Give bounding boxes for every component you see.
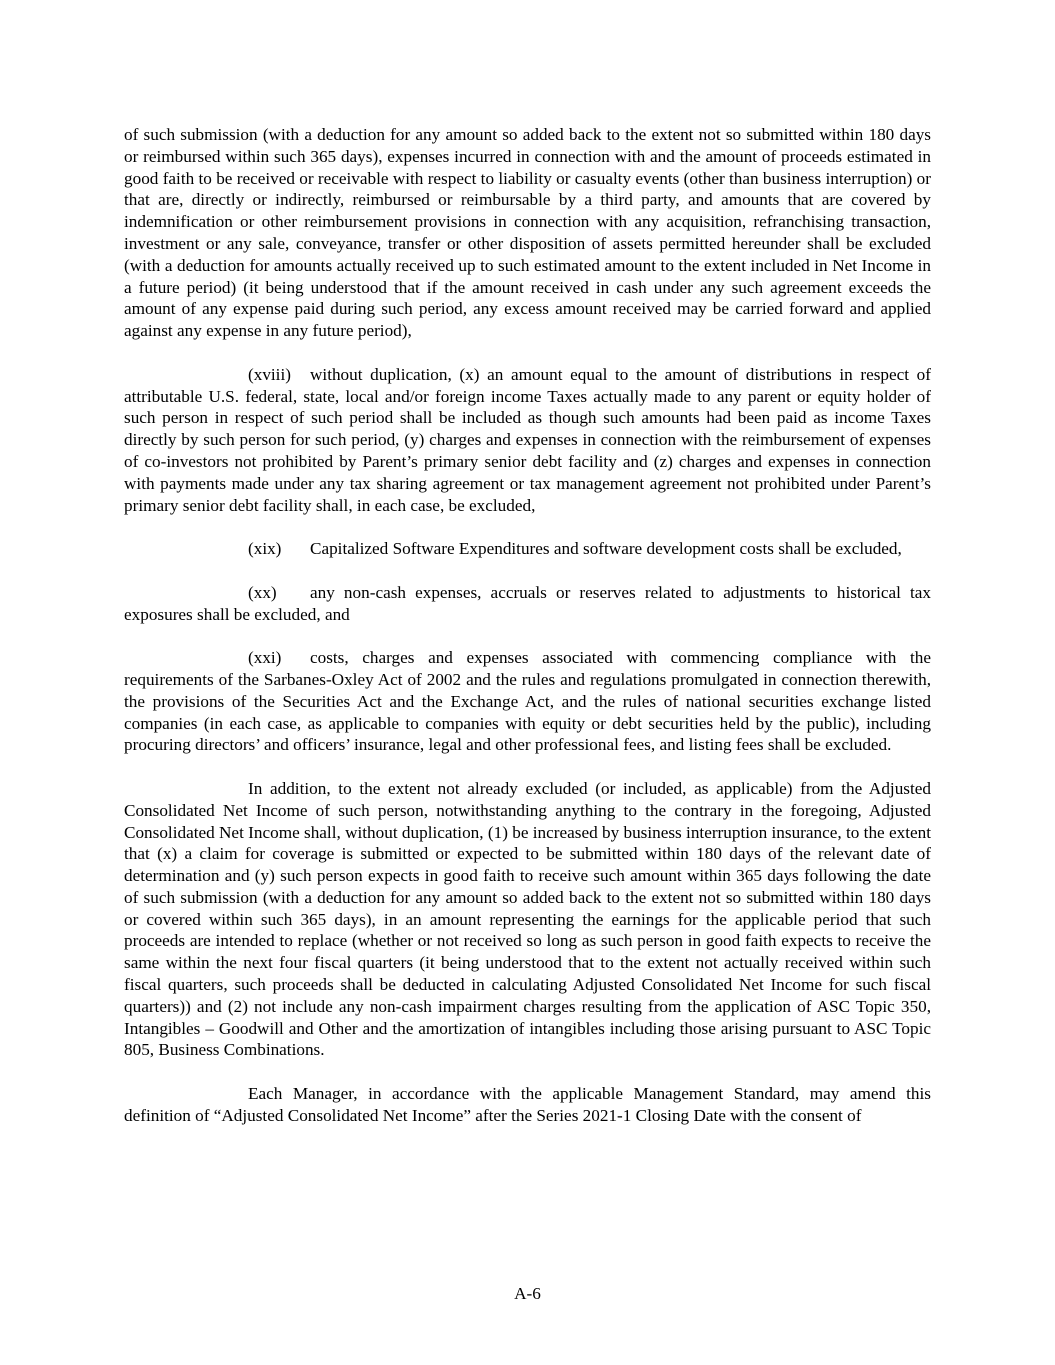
clause-text: without duplication, (x) an amount equal to the amount of distributions in respect of attributable U.S. federal, state, local and/or foreign income Taxes actually made to any parent or equity holder of such person in respect of such period shall be included as though such amounts had been paid as income Taxes directly by such person for such period, (y) charges and expenses in connection with the reimbursement of expenses of co-investors not prohibited by Parent’s primary senior debt facility and (z) charges and expenses in connection with payments made under any tax sharing agreement or tax management agreement not prohibited under Parent’s primary senior debt facility shall, in each case, be excluded, <box>124 364 931 515</box>
document-body <box>124 124 931 1148</box>
clause-xix <box>124 538 931 560</box>
clause-label: (xxi) <box>248 648 282 668</box>
clause-text: any non-cash expenses, accruals or reserves related to adjustments to historical tax exposures shall be excluded, and <box>124 582 931 624</box>
clause-label: (xix) <box>248 539 282 559</box>
paragraph-in-addition: In addition, to the extent not already excluded (or included, as applicable) from the Adjusted Consolidated Net Income of such person, notwithstanding anything to the contrary in the foregoing, Adjusted Consolidated Net Income shall, without duplication, (1) be increased by business interruption insurance, to the extent that (x) a claim for coverage is submitted or expected to be submitted within 180 days of the relevant date of determination and (y) such person expects in good faith to receive such amount within 365 days following the date of such submission (with a deduction for any amount so added back to the extent not so submitted within 180 days or covered within such 365 days), in an amount representing the earnings for the applicable period that such proceeds are intended to replace (whether or not received so long as such person in good faith expects to receive the same within the next four fiscal quarters (it being understood that to the extent not actually received within such fiscal quarters, such proceeds shall be deducted in calculating Adjusted Consolidated Net Income for such fiscal quarters)) and (2) not include any non-cash impairment charges resulting from the application of ASC Topic 350, Intangibles – Goodwill and Other and the amortization of intangibles including those arising pursuant to ASC Topic 805, Business Combinations. <box>124 778 931 1060</box>
paragraph-each-manager: Each Manager, in accordance with the applicable Management Standard, may amend this definition of “Adjusted Consolidated Net Income” after the Series 2021-1 Closing Date with the consent of <box>124 1084 931 1125</box>
clause-label: (xx) <box>248 582 277 602</box>
clause-text: costs, charges and expenses associated with commencing compliance with the requirements of the Sarbanes-Oxley Act of 2002 and the rules and regulations promulgated in connection therewith, the provisions of the Securities Act and the Exchange Act, and the rules of national securities exchange listed companies (in each case, as applicable to companies with equity or debt securities held by the public), including procuring directors’ and officers’ insurance, legal and other professional fees, and listing fees shall be excluded. <box>124 648 931 755</box>
page-number: A-6 <box>514 1284 541 1303</box>
clause-label: (xviii) <box>248 364 291 384</box>
clause-xviii <box>124 364 931 517</box>
clause-xx <box>124 582 931 626</box>
clause-text: Capitalized Software Expenditures and software development costs shall be excluded, <box>310 539 902 559</box>
clause-xxi <box>124 647 931 756</box>
paragraph-continuation: of such submission (with a deduction for any amount so added back to the extent not so submitted within 180 days or reimbursed within such 365 days), expenses incurred in connection with and the amount of proceeds estimated in good faith to be received or receivable with respect to liability or casualty events (other than business interruption) or that are, directly or indirectly, reimbursed or reimbursable by a third party, and amounts that are covered by indemnification or other reimbursement provisions in connection with any acquisition, refranchising transaction, investment or any sale, conveyance, transfer or other disposition of assets permitted hereunder shall be excluded (with a deduction for amounts actually received up to such estimated amount to the extent included in Net Income in a future period) (it being understood that if the amount received in cash under any such agreement exceeds the amount of any expense paid during such period, any excess amount received may be carried forward and applied against any expense in any future period), <box>124 125 931 341</box>
